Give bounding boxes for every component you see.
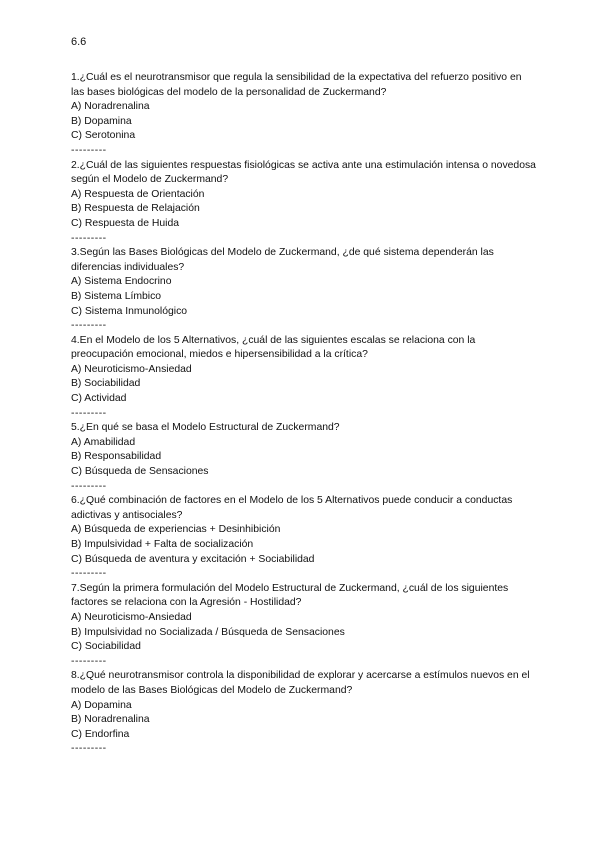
question-block <box>71 71 536 159</box>
option-a: A) Búsqueda de experiencias + Desinhibición <box>71 524 281 536</box>
question-block <box>71 334 536 422</box>
option-a: A) Sistema Endocrino <box>71 276 172 288</box>
question-text: 2.¿Cuál de las siguientes respuestas fisiológicas se activa ante una estimulación intensa o novedosa según el Modelo de Zuckermand? <box>71 159 536 186</box>
separator: --------- <box>71 655 107 667</box>
separator: --------- <box>71 743 107 755</box>
separator: --------- <box>71 232 107 244</box>
separator: --------- <box>71 320 107 332</box>
question-block <box>71 159 536 247</box>
separator: --------- <box>71 568 107 580</box>
option-c: C) Sociabilidad <box>71 641 141 653</box>
option-a: A) Neuroticismo-Ansiedad <box>71 611 192 623</box>
question-text: 8.¿Qué neurotransmisor controla la disponibilidad de explorar y acercarse a estímulos nuevos en el modelo de las Bases Biológicas del Modelo de Zuckermand? <box>71 670 530 696</box>
question-block <box>71 494 536 582</box>
question-text: 3.Según las Bases Biológicas del Modelo de Zuckermand, ¿de qué sistema dependerán las diferencias individuales? <box>71 247 494 273</box>
option-b: B) Sistema Límbico <box>71 290 162 302</box>
option-b: B) Impulsividad + Falta de socialización <box>71 539 254 550</box>
option-b: B) Responsabilidad <box>71 451 162 463</box>
option-a: A) Dopamina <box>71 699 132 711</box>
option-c: C) Respuesta de Huida <box>71 217 180 229</box>
option-b: B) Impulsividad no Socializada / Búsqueda de Sensaciones <box>71 626 345 638</box>
option-b: B) Respuesta de Relajación <box>71 203 200 215</box>
option-c: C) Búsqueda de aventura y excitación + Sociabilidad <box>71 553 315 565</box>
option-c: C) Serotonina <box>71 130 136 142</box>
option-b: B) Dopamina <box>71 115 132 127</box>
document-heading: 6.6 <box>71 36 87 48</box>
question-text: 4.En el Modelo de los 5 Alternativos, ¿cuál de las siguientes escalas se relaciona con la preocupación emocional, miedos e hipersensibilidad a la crítica? <box>71 334 476 361</box>
option-a: A) Neuroticismo-Ansiedad <box>71 363 192 375</box>
question-text: 6.¿Qué combinación de factores en el Modelo de los 5 Alternativos puede conducir a conductas adictivas y antisociales? <box>71 495 513 521</box>
option-b: B) Sociabilidad <box>71 378 141 390</box>
question-block <box>71 421 536 494</box>
question-text: 5.¿En qué se basa el Modelo Estructural de Zuckermand? <box>71 422 340 434</box>
question-block <box>71 669 536 757</box>
option-a: A) Noradrenalina <box>71 101 150 113</box>
question-text: 1.¿Cuál es el neurotransmisor que regula la sensibilidad de la expectativa del refuerzo positivo en las bases biológicas del modelo de la personalidad de Zuckermand? <box>71 72 522 98</box>
separator: --------- <box>71 144 107 156</box>
question-block <box>71 246 536 334</box>
option-c: C) Endorfina <box>71 728 130 740</box>
option-c: C) Actividad <box>71 393 127 405</box>
question-text: 7.Según la primera formulación del Modelo Estructural de Zuckermand, ¿cuál de los siguientes factores se relaciona con la Agresión - Hostilidad? <box>71 582 509 609</box>
separator: --------- <box>71 407 107 419</box>
option-c: C) Sistema Inmunológico <box>71 305 188 317</box>
question-block <box>71 582 536 670</box>
option-a: A) Respuesta de Orientación <box>71 188 205 200</box>
question-list <box>71 71 536 757</box>
option-a: A) Amabilidad <box>71 436 136 448</box>
separator: --------- <box>71 480 107 492</box>
option-c: C) Búsqueda de Sensaciones <box>71 466 209 478</box>
option-b: B) Noradrenalina <box>71 714 150 726</box>
